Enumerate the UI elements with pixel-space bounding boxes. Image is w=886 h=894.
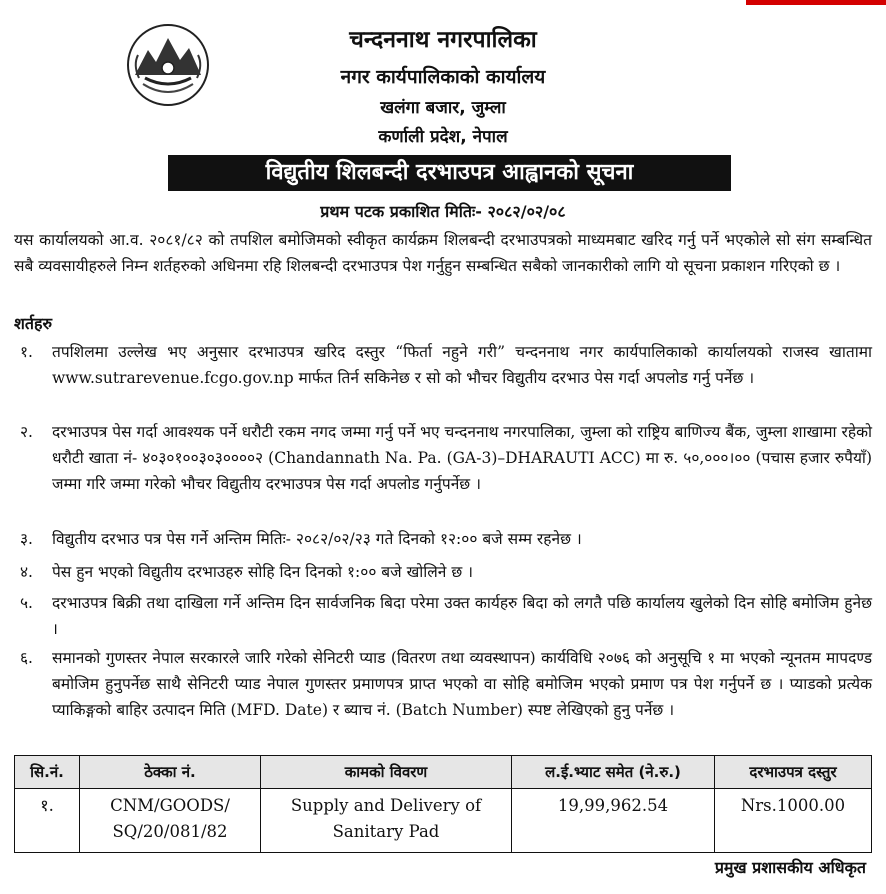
cell-estimate: 19,99,962.54 [512, 789, 715, 853]
condition-text: तपशिलमा उल्लेख भए अनुसार दरभाउपत्र खरिद दस्तुर “फिर्ता नहुने गरी” चन्दननाथ नगर कार्यपालिकाको कार्यालयको राजस्व खातामा www.sutrarevenue.fcgo.gov.np मार्फत तिर्न सकिनेछ र सो को भौचर विद्युतीय दरभाउ पेस गर्दा अपलोड गर्नु पर्नेछ । [52, 343, 872, 387]
condition-number: ५. [20, 594, 33, 612]
cell-fee: Nrs.1000.00 [715, 789, 872, 853]
cell-contract-no: CNM/GOODS/ SQ/20/081/82 [80, 789, 261, 853]
tender-table [14, 755, 872, 853]
office-province: कर्णाली प्रदेश, नेपाल [378, 127, 508, 147]
top-accent-bar [746, 0, 886, 5]
office-address: खलंगा बजार, जुम्ला [380, 98, 506, 118]
cell-sn: १. [15, 789, 80, 853]
condition-text: पेस हुन भएको विद्युतीय दरभाउहरु सोहि दिन दिनको १:०० बजे खोलिने छ । [52, 563, 474, 581]
col-header-contract-no: ठेक्का नं. [80, 756, 261, 789]
condition-text: दरभाउपत्र पेस गर्दा आवश्यक पर्ने धरौटी रकम नगद जम्मा गर्नु पर्ने भए चन्दननाथ नगरपालिका, जुम्ला को राष्ट्रिय बाणिज्य बैंक, जुम्ला शाखामा रहेको धरौटी खाता नं- ४०३०१००३०३००००२ (Chandannath Na. Pa. (GA-3)–DHARAUTI ACC) मा रु. ५०,०००।०० (पचास हजार रुपैयाँ) जम्मा गरि जम्मा गरेको भौचर विद्युतीय दरभाउपत्र पेस गर्दा अपलोड गर्नुपर्नेछ । [52, 423, 872, 493]
condition-number: १. [20, 343, 33, 361]
condition-item-3 [14, 526, 872, 552]
condition-number: ३. [20, 530, 33, 548]
col-header-estimate: ल.ई.भ्याट समेत (ने.रु.) [512, 756, 715, 789]
condition-number: २. [20, 423, 33, 441]
col-header-sn: सि.नं. [15, 756, 80, 789]
condition-number: ४. [20, 563, 33, 581]
condition-text: विद्युतीय दरभाउ पत्र पेस गर्ने अन्तिम मितिः- २०८२/०२/२३ गते दिनको १२:०० बजे सम्म रहनेछ । [52, 530, 582, 548]
conditions-title: शर्तहरु [14, 314, 53, 333]
condition-item-4 [14, 559, 872, 585]
table-header-row [15, 756, 872, 789]
condition-text: समानको गुणस्तर नेपाल सरकारले जारि गरेको सेनिटरी प्याड (वितरण तथा व्यवस्थापन) कार्यविधि २०७६ को अनुसूचि १ मा भएको न्यूनतम मापदण्ड बमोजिम हुनुपर्नेछ साथै सेनिटरी प्याड नेपाल गुणस्तर प्रमाणपत्र प्राप्त भएको वा सोहि बमोजिम भएको प्रमाण पत्र पेश गर्नुपर्ने छ । प्याडको प्रत्येक प्याकिङ्गको बाहिर उत्पादन मिति (MFD. Date) र ब्याच नं. (Batch Number) स्पष्ट लेखिएको हुनु पर्नेछ । [52, 649, 872, 719]
table-row [15, 789, 872, 853]
condition-text: दरभाउपत्र बिक्री तथा दाखिला गर्ने अन्तिम दिन सार्वजनिक बिदा परेमा उक्त कार्यहरु बिदा को लगतै पछि कार्यालय खुलेको दिन सोहि बमोजिम हुनेछ । [52, 594, 872, 638]
published-date: प्रथम पटक प्रकाशित मितिः- २०८२/०२/०८ [320, 202, 566, 221]
office-name: नगर कार्यपालिकाको कार्यालय [340, 66, 546, 88]
col-header-description: कामको विवरण [261, 756, 512, 789]
col-header-fee: दरभाउपत्र दस्तुर [715, 756, 872, 789]
condition-item-5 [14, 590, 872, 642]
notice-title: विद्युतीय शिलबन्दी दरभाउपत्र आह्वानको सूचना [168, 155, 731, 191]
condition-item-1 [14, 339, 872, 391]
intro-paragraph: यस कार्यालयको आ.व. २०८१/८२ को तपशिल बमोजिमको स्वीकृत कार्यक्रम शिलबन्दी दरभाउपत्रको माध्यमबाट खरिद गर्नु पर्ने भएकोले सो संग सम्बन्धित सबै व्यवसायीहरुले निम्न शर्तहरुको अधिनमा रहि शिलबन्दी दरभाउपत्र पेश गर्नुहुन सम्बन्धित सबैको जानकारीको लागि यो सूचना प्रकाशन गरिएको छ । [14, 231, 872, 275]
condition-item-6 [14, 645, 872, 723]
condition-number: ६. [20, 649, 33, 667]
municipality-name: चन्दननाथ नगरपालिका [349, 27, 537, 53]
condition-item-2 [14, 419, 872, 497]
signoff-title: प्रमुख प्रशासकीय अधिकृत [714, 858, 866, 877]
cell-description: Supply and Delivery of Sanitary Pad [261, 789, 512, 853]
